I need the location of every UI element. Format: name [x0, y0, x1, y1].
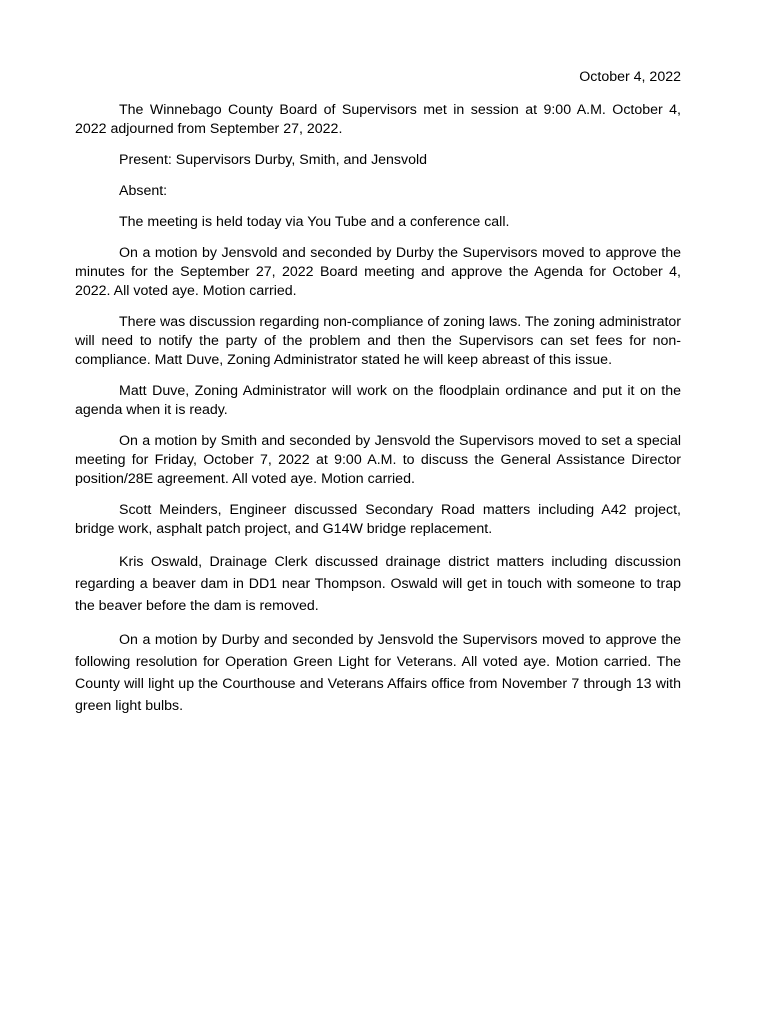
paragraph-session-opening: The Winnebago County Board of Supervisors met in session at 9:00 A.M. October 4, 2022 adjourned from September 27, 2022.	[75, 102, 681, 137]
paragraph-drainage: Kris Oswald, Drainage Clerk discussed drainage district matters including discussion regarding a beaver dam in DD1 near Thompson. Oswald will get in touch with someone to trap the beaver before the dam is removed.	[75, 554, 681, 614]
paragraph-secondary-road: Scott Meinders, Engineer discussed Secondary Road matters including A42 project, bridge work, asphalt patch project, and G14W bridge replacement.	[75, 502, 681, 537]
paragraph-green-light-motion: On a motion by Durby and seconded by Jensvold the Supervisors moved to approve the following resolution for Operation Green Light for Veterans. All voted aye. Motion carried. The County will light up the Courthouse and Veterans Affairs office from November 7 through 13 with green light bulbs.	[75, 632, 681, 714]
paragraph-meeting-format: The meeting is held today via You Tube and a conference call.	[119, 214, 510, 230]
paragraph-zoning-discussion: There was discussion regarding non-compliance of zoning laws. The zoning administrator will need to notify the party of the problem and then the Supervisors can set fees for non-compliance. Matt Duve, Zoning Administrator stated he will keep abreast of this issue.	[75, 314, 682, 368]
paragraph-special-meeting-motion: On a motion by Smith and seconded by Jensvold the Supervisors moved to set a special meeting for Friday, October 7, 2022 at 9:00 A.M. to discuss the General Assistance Director position/28E agreement. All voted aye. Motion carried.	[75, 433, 681, 487]
paragraph-present: Present: Supervisors Durby, Smith, and Jensvold	[119, 152, 428, 168]
document-date: October 4, 2022	[579, 69, 681, 85]
paragraph-minutes-motion: On a motion by Jensvold and seconded by Durby the Supervisors moved to approve the minutes for the September 27, 2022 Board meeting and approve the Agenda for October 4, 2022. All voted aye. Motion carried.	[75, 245, 681, 299]
paragraph-absent: Absent:	[119, 183, 168, 199]
paragraph-floodplain: Matt Duve, Zoning Administrator will work on the floodplain ordinance and put it on the agenda when it is ready.	[75, 383, 681, 418]
document-page	[75, 68, 681, 729]
